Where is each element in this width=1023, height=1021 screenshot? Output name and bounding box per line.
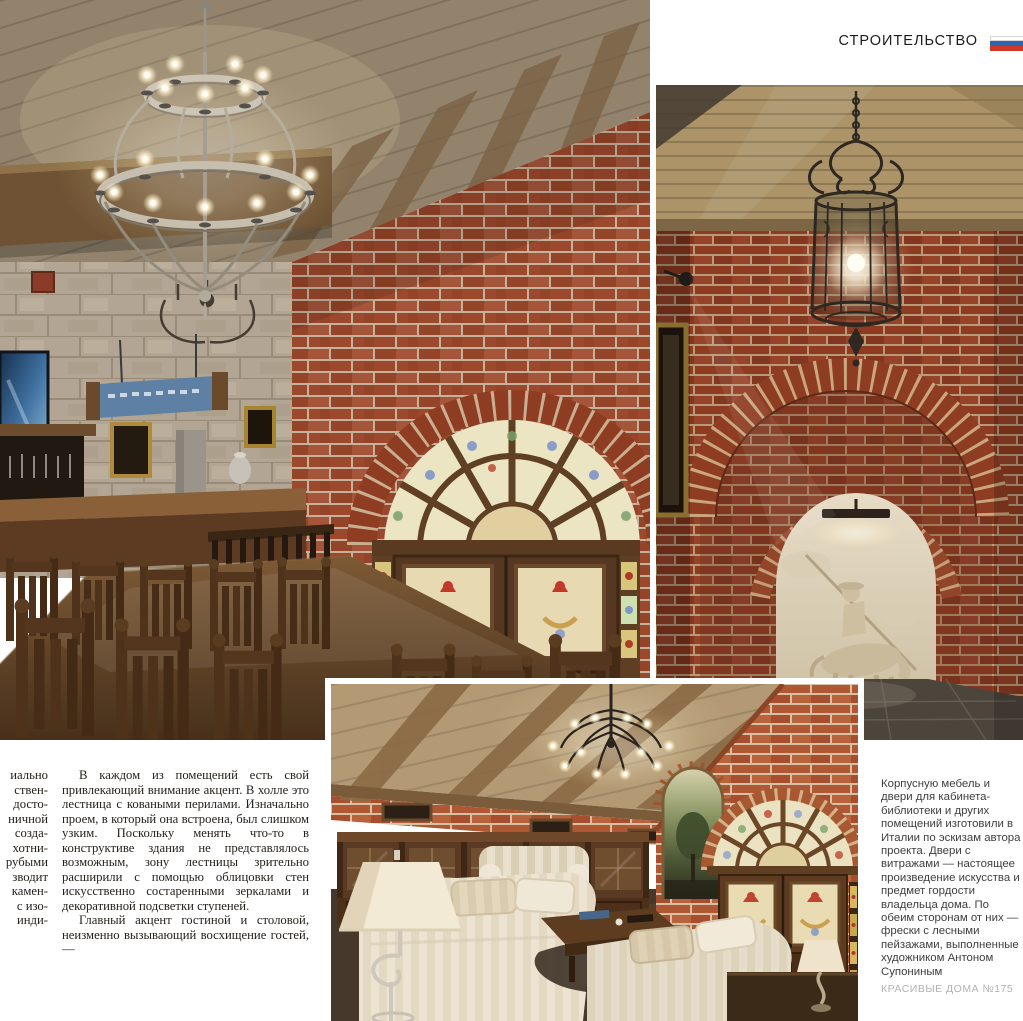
photo-caption: Корпусную мебель и двери для кабинета-библиотеки и других помещений изготовили в Италии по эскизам автора проекта. Двери с витражами — настоящее произведение искусства и предмет гордости владельца дома. По обеим сторонам от них — фрески с лесными пейзажами, выполненные художником Антоном Супониным bbox=[881, 778, 1021, 978]
fragment-line: ничной bbox=[8, 811, 48, 826]
sideboard bbox=[727, 972, 858, 1021]
fragment-line: созда- bbox=[14, 826, 48, 840]
fragment-line: рубыми bbox=[5, 855, 48, 869]
living-room-illustration bbox=[331, 684, 858, 1021]
fragment-line: инди- bbox=[16, 913, 48, 927]
framed-painting bbox=[112, 424, 150, 476]
russia-flag-icon bbox=[990, 36, 1023, 51]
left-column-fragment bbox=[0, 768, 48, 928]
small-picture-frame bbox=[246, 408, 274, 446]
article-paragraph: В каждом из помещений есть свой привлекающий внимание акцент. В холле это лестница с коваными перилами. Изначально проем, в который она встроена, был слишком узким. Поскольку менять что-то в конструктиве здания не представлялось возможным, зону лестницы зрительно расширили с помощью облицовки стен искусственно состаренными зеркалами и декоративной подсветки ступеней. bbox=[62, 768, 309, 913]
photo-dining-room bbox=[0, 0, 650, 740]
section-heading: СТРОИТЕЛЬСТВО bbox=[838, 33, 978, 49]
fragment-line: хотни- bbox=[12, 840, 48, 855]
fragment-line: досто- bbox=[13, 797, 48, 811]
magazine-footer: КРАСИВЫЕ ДОМА №175 bbox=[881, 983, 1014, 995]
fragment-line: иально bbox=[10, 768, 48, 782]
hallway-illustration bbox=[656, 85, 1023, 740]
dining-room-illustration bbox=[0, 0, 650, 740]
photo-living-room bbox=[325, 678, 864, 1021]
fragment-line: ствен- bbox=[14, 782, 48, 797]
article-paragraph: Главный акцент гостиной и столовой, неизменно вызывающий восхищение гостей, — bbox=[62, 913, 309, 956]
fragment-line: камен- bbox=[11, 884, 48, 898]
fragment-line: зводит bbox=[12, 869, 48, 884]
article-body bbox=[62, 768, 309, 957]
samovar bbox=[229, 456, 251, 484]
fragment-line: с изо- bbox=[16, 898, 48, 913]
photo-hallway-relief bbox=[656, 85, 1023, 740]
